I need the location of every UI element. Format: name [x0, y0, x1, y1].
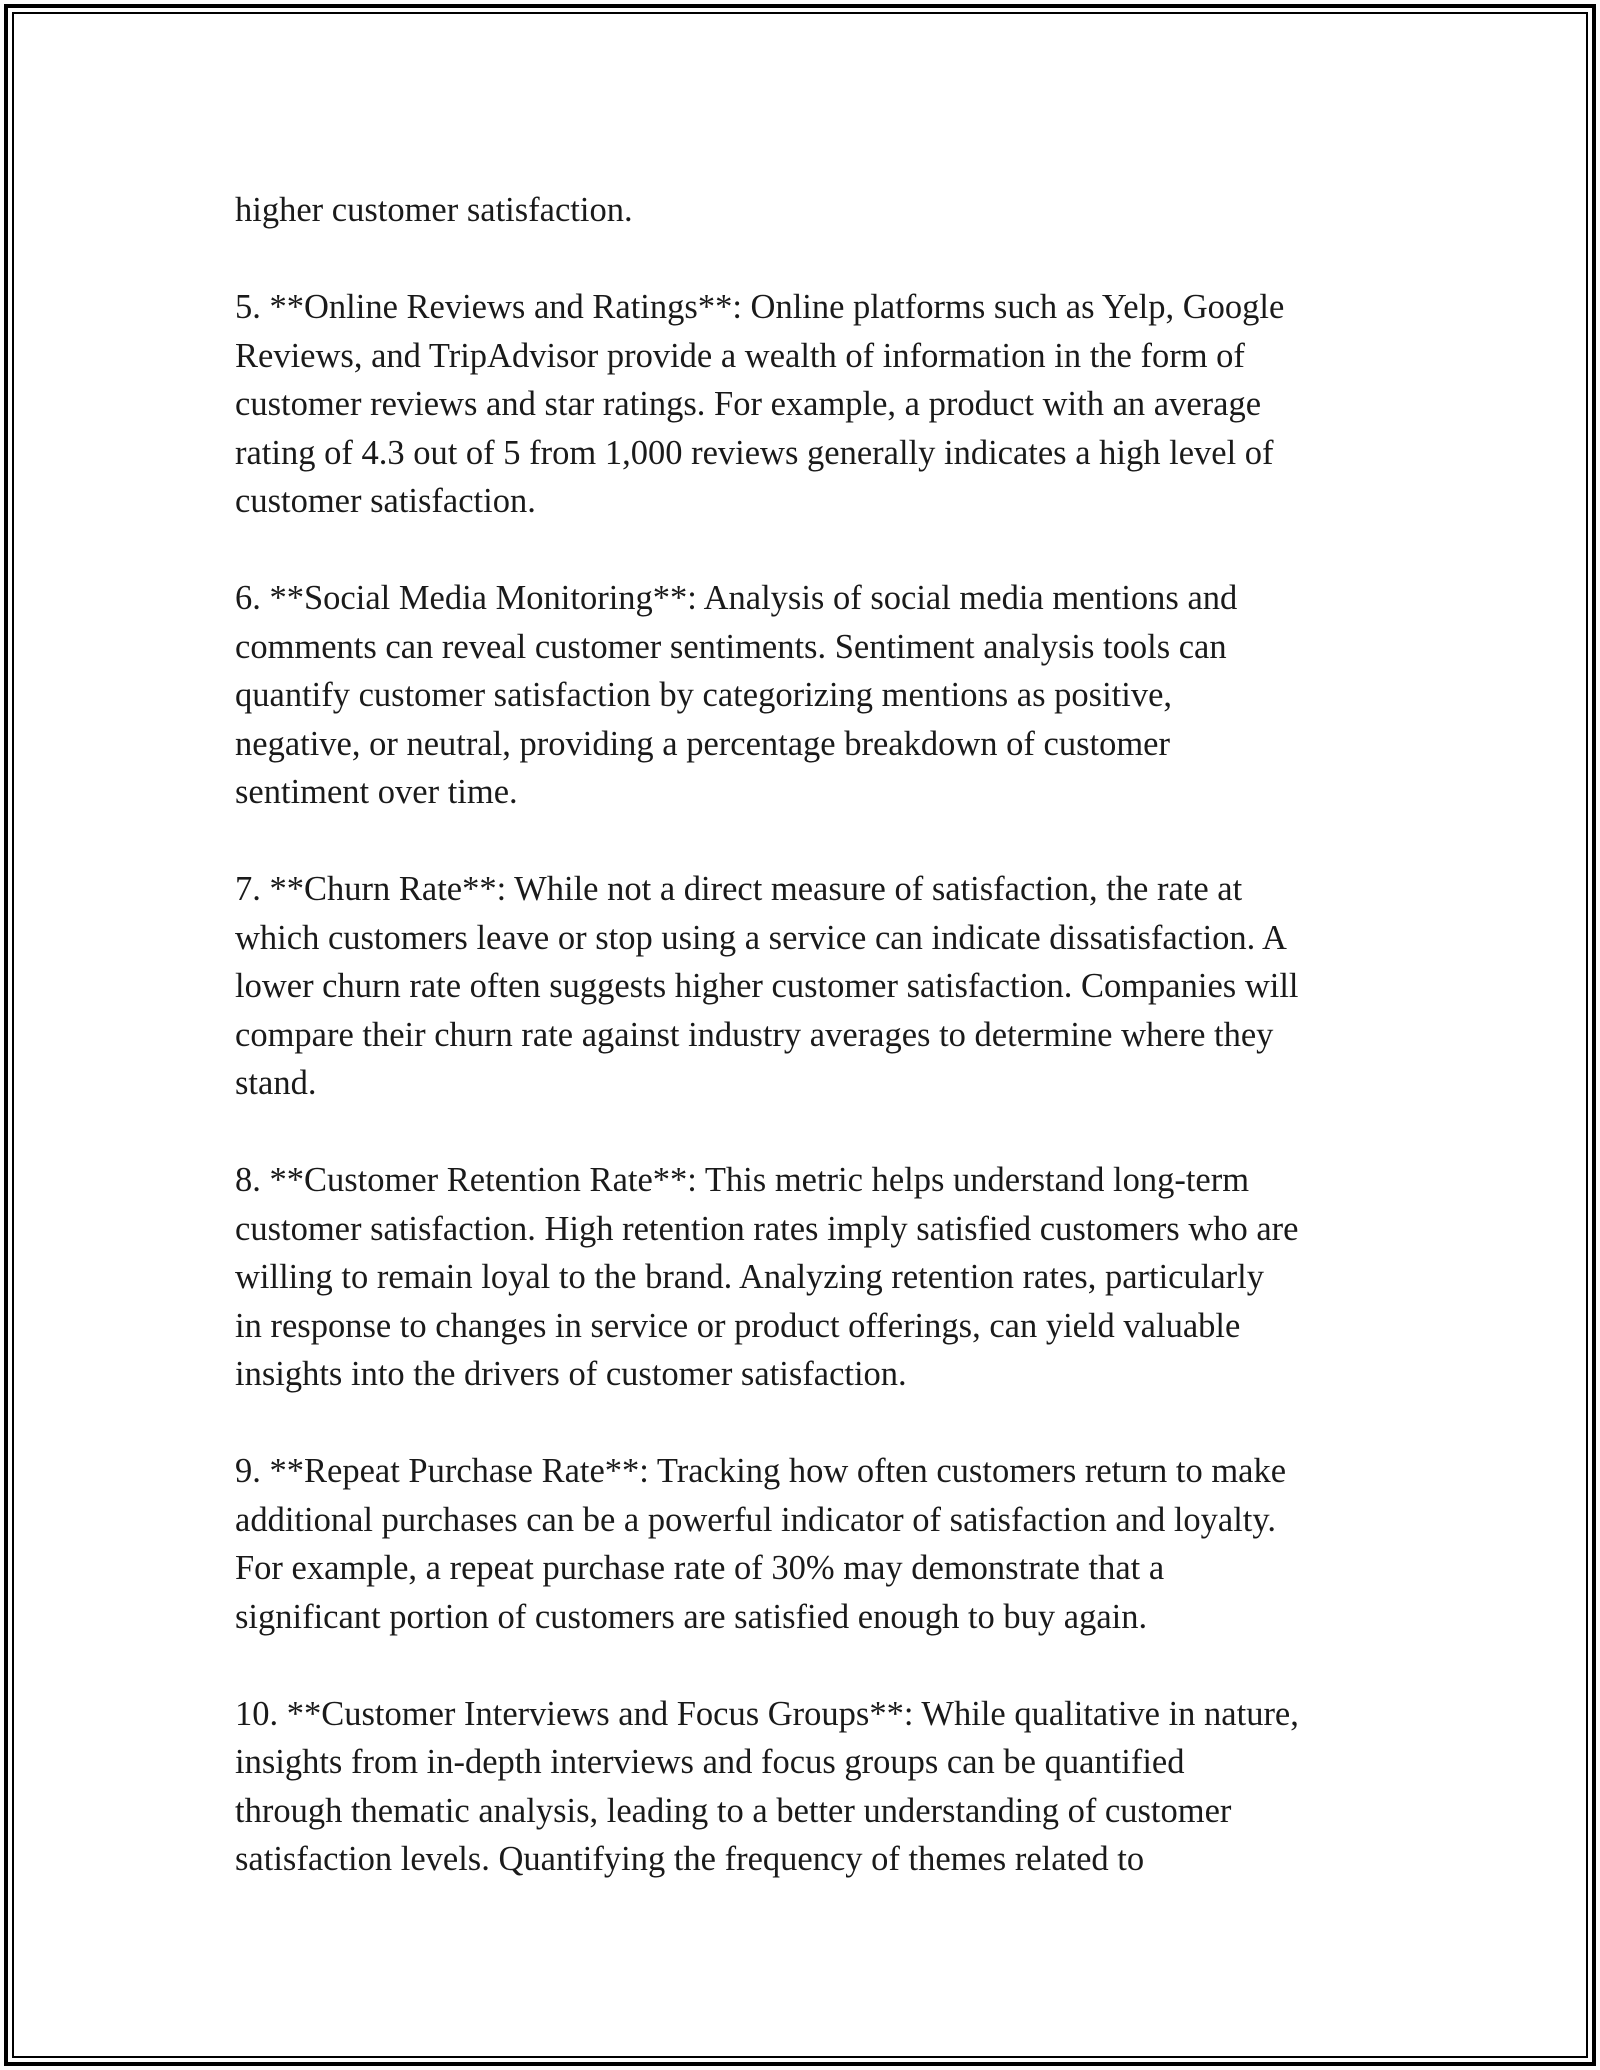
paragraph-continuation: higher customer satisfaction. [235, 191, 633, 229]
paragraph-interviews-focus-groups: 10. **Customer Interviews and Focus Groups**: While qualitative in nature, insights from in-depth interviews and focus groups can be quantified through thematic analysis, leading to a better understanding of customer satisfaction levels. Quantifying the frequency of themes related to [235, 1694, 1299, 1878]
document-body [235, 186, 1375, 1932]
paragraph-churn-rate: 7. **Churn Rate**: While not a direct measure of satisfaction, the rate at which customers leave or stop using a service can indicate dissatisfaction. A lower churn rate often suggests higher customer satisfaction. Companies will compare their churn rate against industry averages to determine where they stand. [235, 870, 1299, 1102]
paragraph-social-media: 6. **Social Media Monitoring**: Analysis of social media mentions and comments can reveal customer sentiments. Sentiment analysis tools can quantify customer satisfaction by categorizing mentions as positive, negative, or neutral, providing a percentage breakdown of customer sentiment over time. [235, 579, 1238, 811]
paragraph-repeat-purchase: 9. **Repeat Purchase Rate**: Tracking how often customers return to make additional purchases can be a powerful indicator of satisfaction and loyalty. For example, a repeat purchase rate of 30% may demonstrate that a significant portion of customers are satisfied enough to buy again. [235, 1452, 1287, 1636]
paragraph-retention-rate: 8. **Customer Retention Rate**: This metric helps understand long-term customer satisfaction. High retention rates imply satisfied customers who are willing to remain loyal to the brand. Analyzing retention rates, particularly in response to changes in service or product offerings, can yield valuable insights into the drivers of customer satisfaction. [235, 1161, 1299, 1393]
paragraph-online-reviews: 5. **Online Reviews and Ratings**: Online platforms such as Yelp, Google Reviews, and TripAdvisor provide a wealth of information in the form of customer reviews and star ratings. For example, a product with an average rating of 4.3 out of 5 from 1,000 reviews generally indicates a high level of customer satisfaction. [235, 288, 1285, 520]
